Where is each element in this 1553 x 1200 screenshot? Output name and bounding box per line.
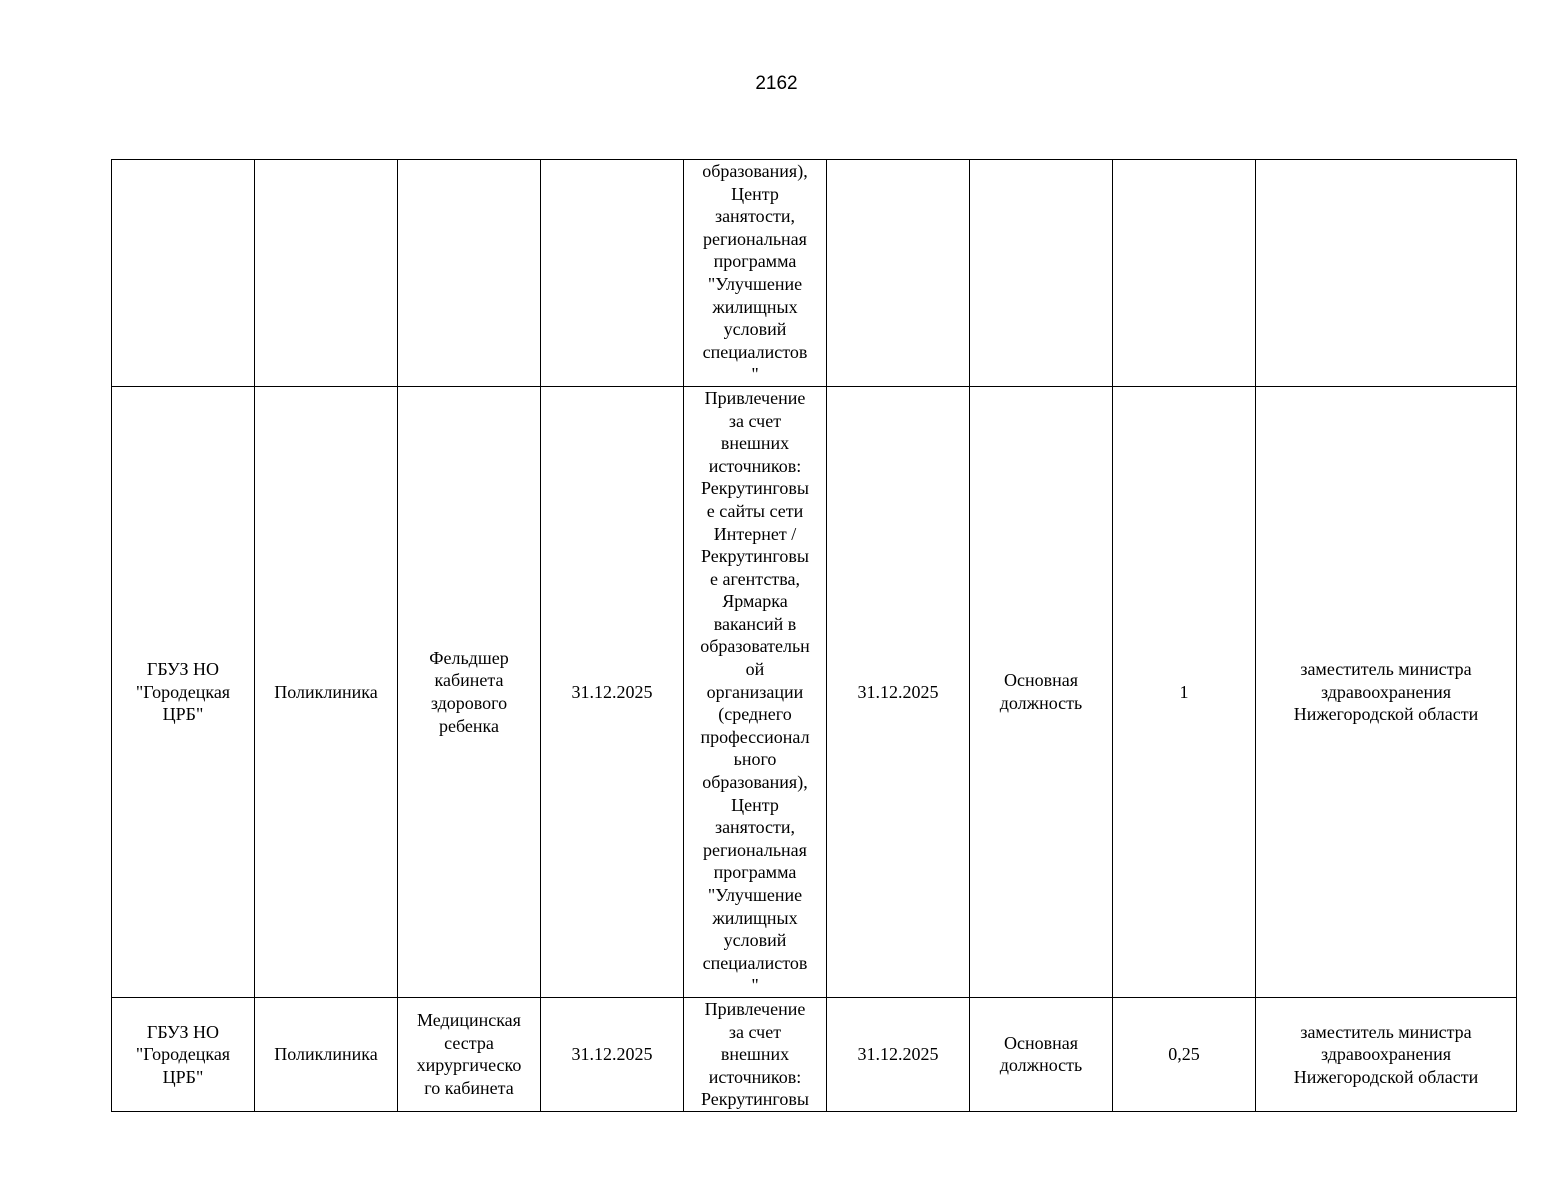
department-cell: Поликлиника: [255, 997, 398, 1111]
deadline-cell: 31.12.2025: [541, 386, 684, 997]
position-cell: Фельдшер кабинета здорового ребенка: [398, 386, 541, 997]
position-type-cell: Основная должность: [970, 386, 1113, 997]
deadline-cell: [541, 160, 684, 387]
deadline-cell: 31.12.2025: [541, 997, 684, 1111]
sources-cell: Привлечение за счет внешних источников: Рекрутинговы е сайты сети Интернет / Рекрутинговы е агентства, Ярмарка вакансий в образовательн ой организации (среднего профессионал ьного образования), Центр занятости, региональная программа "Улучшение жилищных условий специалистов ": [684, 386, 827, 997]
document-table: [111, 159, 1517, 1112]
responsible-cell: заместитель министра здравоохранения Нижегородской области: [1256, 997, 1517, 1111]
organization-cell: ГБУЗ НО "Городецкая ЦРБ": [112, 997, 255, 1111]
completion-date-cell: 31.12.2025: [827, 997, 970, 1111]
organization-cell: [112, 160, 255, 387]
sources-cell: образования), Центр занятости, региональная программа "Улучшение жилищных условий специалистов ": [684, 160, 827, 387]
position-type-cell: Основная должность: [970, 997, 1113, 1111]
position-cell: [398, 160, 541, 387]
rate-cell: [1113, 160, 1256, 387]
table-row: [112, 997, 1517, 1111]
table-row: [112, 386, 1517, 997]
completion-date-cell: [827, 160, 970, 387]
completion-date-cell: 31.12.2025: [827, 386, 970, 997]
responsible-cell: [1256, 160, 1517, 387]
department-cell: Поликлиника: [255, 386, 398, 997]
table-row: [112, 160, 1517, 387]
position-cell: Медицинская сестра хирургическо го кабинета: [398, 997, 541, 1111]
responsible-cell: заместитель министра здравоохранения Нижегородской области: [1256, 386, 1517, 997]
organization-cell: ГБУЗ НО "Городецкая ЦРБ": [112, 386, 255, 997]
rate-cell: 0,25: [1113, 997, 1256, 1111]
page-number: 2162: [755, 73, 798, 94]
position-type-cell: [970, 160, 1113, 387]
rate-cell: 1: [1113, 386, 1256, 997]
department-cell: [255, 160, 398, 387]
sources-cell: Привлечение за счет внешних источников: Рекрутинговы: [684, 997, 827, 1111]
